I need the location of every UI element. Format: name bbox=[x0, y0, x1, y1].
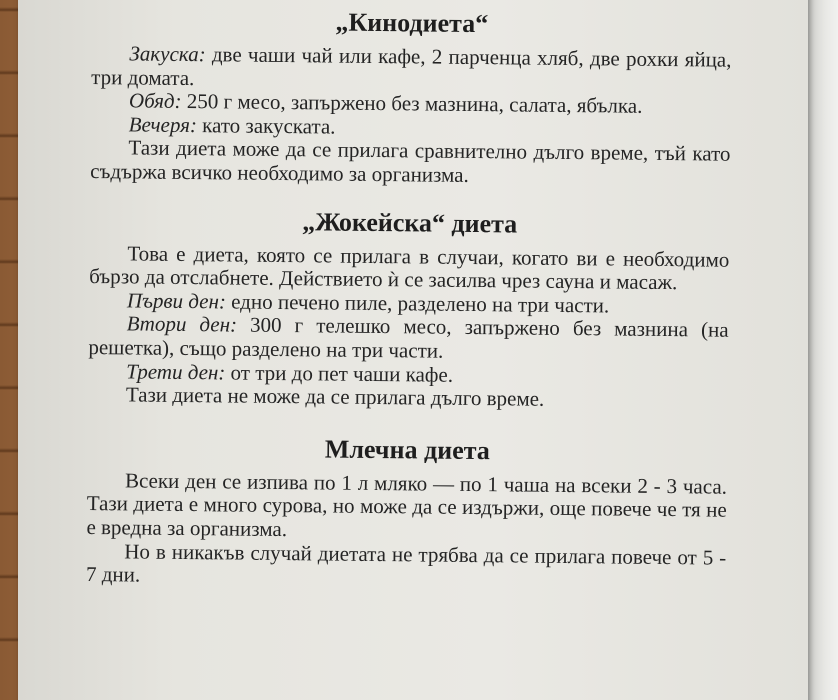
paragraph-label: Вечеря: bbox=[128, 112, 198, 137]
paragraph-breakfast bbox=[91, 42, 731, 96]
paragraph-note bbox=[90, 136, 730, 190]
paragraph-text: Но в никакъв случай диетата не трябва да се прилага повече от 5 - 7 дни. bbox=[85, 538, 727, 587]
paragraph-text: Тази диета не може да се прилага дълго време. bbox=[125, 382, 545, 411]
section-title: „Жокейска“ диета bbox=[302, 206, 518, 239]
paragraph-text: Тази диета може да се прилага сравнително дълго време, тъй като съдържа всичко необходимо за организма. bbox=[90, 135, 731, 187]
paragraph-label: Първи ден: bbox=[126, 288, 227, 314]
paragraph-label: Втори ден: bbox=[126, 311, 238, 337]
paragraph-label: Закуска: bbox=[129, 41, 206, 67]
paragraph-text: Това е диета, която се прилага в случаи, когато ви е необходимо бързо да отслабнете. Действието ѝ се засилва чрез сауна и масаж. bbox=[89, 240, 730, 295]
paragraph-text: 300 г телешко месо, запържено без мазнина (на решетка), също разделено на три части. bbox=[88, 312, 729, 363]
paragraph-text: като закуската. bbox=[196, 112, 336, 139]
section-milk-diet bbox=[86, 431, 728, 594]
paragraph-label: Трети ден: bbox=[126, 358, 226, 384]
paragraph-text: 250 г месо, запържено без мазнина, салата, ябълка. bbox=[181, 89, 643, 118]
paragraph-label: Обяд: bbox=[128, 88, 182, 114]
section-kinodieta bbox=[90, 4, 732, 190]
paragraph-text: две чаши чай или кафе, 2 парченца хляб, две рохки яйца, три домата. bbox=[91, 42, 732, 90]
section-title: „Кинодиета“ bbox=[335, 7, 489, 39]
paragraph-text: едно печено пиле, разделено на три части. bbox=[225, 289, 610, 318]
paragraph-intro bbox=[89, 242, 729, 296]
page-content bbox=[86, 4, 732, 593]
section-jockey-diet bbox=[88, 204, 730, 414]
section-title: Млечна диета bbox=[324, 434, 490, 465]
paragraph-text: от три до пет чаши кафе. bbox=[225, 359, 454, 387]
paragraph-text: Всеки ден се изпива по 1 л мляко — по 1 чаша на всеки 2 - 3 часа. Тази диета е много сурова, но може да се издържи, още повече че тя не е вредна за организма. bbox=[86, 468, 728, 541]
page-edge bbox=[808, 0, 838, 700]
paragraph-note bbox=[86, 539, 726, 593]
paragraph-day-two bbox=[88, 312, 728, 366]
paragraph-intro bbox=[86, 469, 727, 546]
